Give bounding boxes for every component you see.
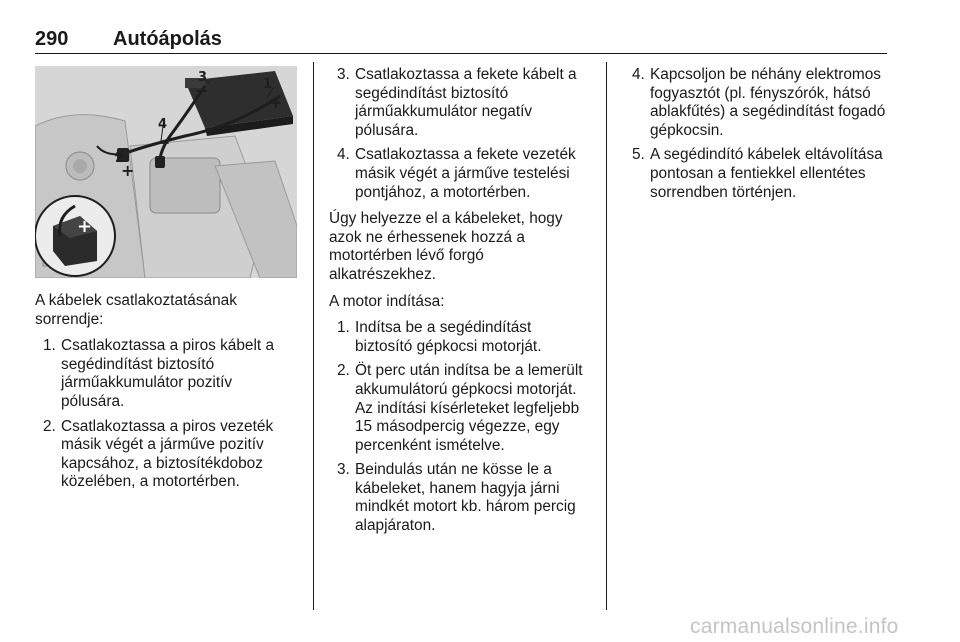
- connection-steps-continued: [329, 66, 591, 202]
- list-item: 5. A segédindító kábelek eltávolítása pontosan a fentiekkel ellentétes sorrendben történjen.: [632, 146, 883, 201]
- column-3: [624, 66, 894, 210]
- chapter-title: Autóápolás: [113, 28, 222, 50]
- donor-minus-sign: −: [195, 81, 209, 100]
- list-item: 1. Indítsa be a segédindítást biztosító gépkocsi motorját.: [337, 319, 542, 355]
- callout-3: 3: [198, 70, 208, 85]
- engine-start-heading: A motor indítása:: [329, 292, 445, 310]
- list-item: 1. Csatlakoztassa a piros kábelt a segédindítást biztosító járműakkumulátor pozitív pólusára.: [43, 337, 275, 410]
- page-header: [35, 28, 885, 52]
- list-item: 3. Csatlakoztassa a fekete kábelt a segédindítást biztosító járműakkumulátor negatív pólusára.: [337, 66, 577, 139]
- header-rule: [35, 53, 887, 54]
- callout-2: 2: [115, 151, 125, 166]
- column-1: [35, 66, 297, 500]
- watermark: carmanualsonline.info: [690, 615, 899, 638]
- list-item: 2. Öt perc után indítsa be a lemerült akkumulátorú gépkocsi motorját. Az indítási kísérleteket legfeljebb 15 másodpercig végezze, egy percenként ismételve.: [337, 362, 583, 454]
- column-divider: [313, 62, 314, 610]
- cable-placement-note: Úgy helyezze el a kábeleket, hogy azok ne érhessenek hozzá a motortérben lévő forgó alkatrészekhez.: [329, 210, 563, 283]
- engine-start-steps-continued: [624, 66, 894, 202]
- connection-steps-list: [35, 337, 297, 492]
- column-divider: [606, 62, 607, 610]
- vehicle-plus-sign: +: [121, 161, 135, 180]
- callout-1: 1: [263, 77, 273, 92]
- ground-minus-sign: −: [157, 133, 171, 152]
- list-item: 4. Kapcsoljon be néhány elektromos fogyasztót (pl. fényszórók, hátsó ablakfűtés) a segédindítást fogadó gépkocsin.: [632, 66, 886, 139]
- engine-bay-drawing: [35, 66, 297, 278]
- callout-4: 4: [158, 117, 168, 132]
- page-number: 290: [35, 28, 69, 50]
- jump-start-illustration: [35, 66, 297, 278]
- donor-plus-sign: +: [269, 93, 283, 112]
- column-2: [329, 66, 591, 544]
- list-item: 3. Beindulás után ne kösse le a kábeleket, hanem hagyja járni mindkét motort kb. három percig alapjáraton.: [337, 461, 576, 535]
- engine-start-steps-list: [329, 319, 591, 536]
- list-item: 4. Csatlakoztassa a fekete vezeték másik végét a járműve testelési pontjához, a motortérben.: [337, 146, 576, 201]
- inset-plus-sign: +: [77, 216, 93, 237]
- list-item: 2. Csatlakoztassa a piros vezeték másik végét a járműve pozitív kapcsához, a biztosítékdoboz közelében, a motortérben.: [43, 417, 274, 491]
- connection-order-intro: A kábelek csatlakoztatásának sorrendje:: [35, 292, 237, 328]
